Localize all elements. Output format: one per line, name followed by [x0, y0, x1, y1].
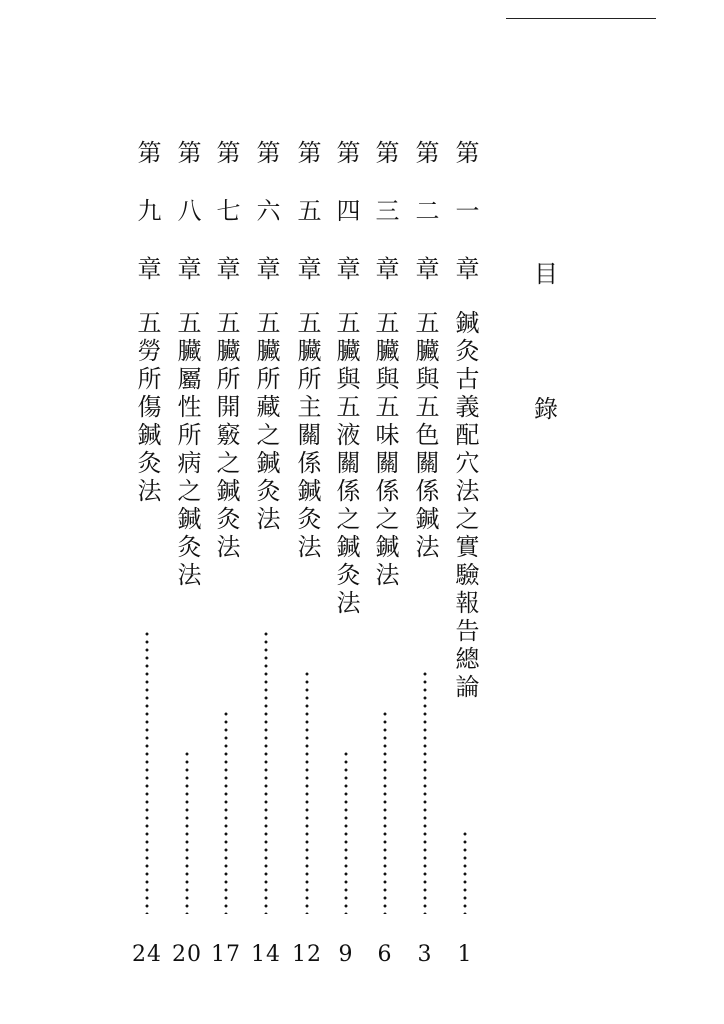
- page-number: 24: [132, 942, 162, 967]
- chapter-title: 五臟所主關係鍼灸法: [293, 310, 321, 562]
- dot-leader: [185, 750, 189, 914]
- chapter-title: 鍼灸古義配穴法之實驗報告總論: [451, 310, 479, 702]
- chapter-label: 第八章: [173, 140, 201, 314]
- page-number: 12: [292, 942, 322, 967]
- chapter-label: 第五章: [293, 140, 321, 314]
- chapter-title: 五勞所傷鍼灸法: [133, 310, 161, 506]
- chapter-label: 第三章: [371, 140, 399, 314]
- dot-leader: [305, 670, 309, 914]
- chapter-label: 第六章: [252, 140, 280, 314]
- chapter-label: 第一章: [451, 140, 479, 314]
- dot-leader: [344, 750, 348, 914]
- chapter-title: 五臟與五液關係之鍼灸法: [332, 310, 360, 618]
- toc-entry-5[interactable]: [289, 140, 325, 970]
- toc-entry-3[interactable]: [367, 140, 403, 970]
- chapter-label: 第二章: [411, 140, 439, 314]
- toc-heading-char-1: 目: [534, 260, 558, 288]
- toc-entry-6[interactable]: [248, 140, 284, 970]
- page-number: 1: [457, 942, 473, 967]
- toc-entry-4[interactable]: [328, 140, 364, 970]
- dot-leader: [463, 830, 467, 914]
- chapter-label: 第七章: [212, 140, 240, 314]
- dot-leader: [224, 710, 228, 914]
- chapter-label: 第九章: [133, 140, 161, 314]
- page-number: 20: [172, 942, 202, 967]
- top-rule: [506, 18, 656, 19]
- page-number: 9: [338, 942, 354, 967]
- page-number: 3: [417, 942, 433, 967]
- chapter-title: 五臟與五色關係鍼法: [411, 310, 439, 562]
- page-number: 14: [251, 942, 281, 967]
- dot-leader: [423, 670, 427, 914]
- chapter-title: 五臟屬性所病之鍼灸法: [173, 310, 201, 590]
- toc-entry-9[interactable]: [129, 140, 165, 970]
- chapter-title: 五臟所藏之鍼灸法: [252, 310, 280, 534]
- toc-entry-1[interactable]: [447, 140, 483, 970]
- dot-leader: [383, 710, 387, 914]
- chapter-label: 第四章: [332, 140, 360, 314]
- toc-heading-char-2: 錄: [534, 395, 558, 423]
- dot-leader: [145, 630, 149, 914]
- chapter-title: 五臟所開竅之鍼灸法: [212, 310, 240, 562]
- page-number: 6: [377, 942, 393, 967]
- toc-entry-7[interactable]: [208, 140, 244, 970]
- toc-entry-2[interactable]: [407, 140, 443, 970]
- dot-leader: [264, 630, 268, 914]
- chapter-title: 五臟與五味關係之鍼法: [371, 310, 399, 590]
- page-number: 17: [211, 942, 241, 967]
- toc-entry-8[interactable]: [169, 140, 205, 970]
